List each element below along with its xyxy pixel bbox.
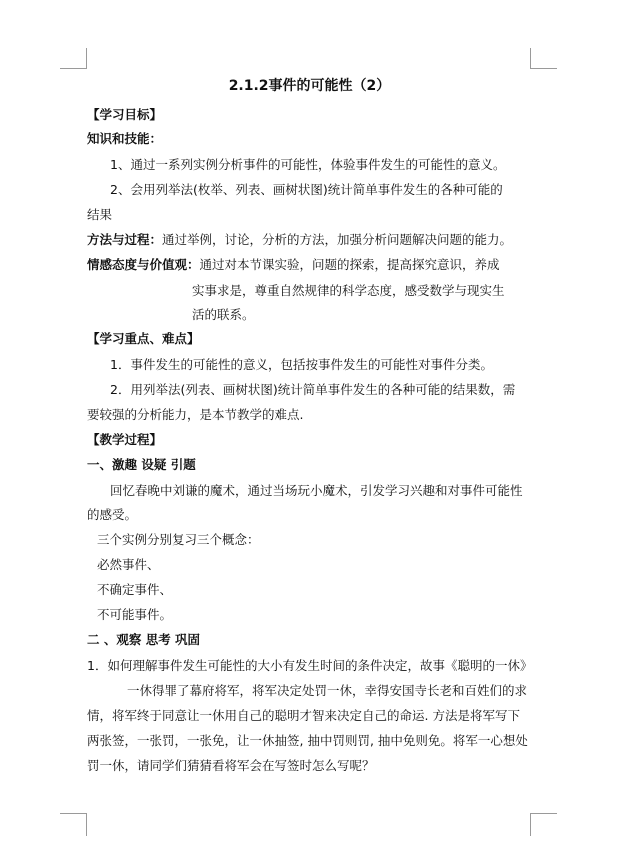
attitude-text-3: 活的联系。 bbox=[192, 307, 255, 322]
crop-mark-bottom-right bbox=[530, 813, 557, 836]
key-item-1: 1．事件发生的可能性的意义，包括按事件发生的可能性对事件分类。 bbox=[110, 357, 493, 372]
crop-mark-top-left bbox=[60, 48, 87, 69]
key-item-2-cont: 要较强的分析能力，是本节教学的难点. bbox=[87, 407, 304, 422]
key-header: 【学习重点、难点】 bbox=[87, 331, 200, 346]
attitude-line bbox=[87, 257, 532, 273]
question-1-line-3: 情，将军终于同意让一休用自己的聪明才智来决定自己的命运. 方法是将军写下 bbox=[87, 708, 520, 723]
knowledge-item-2-cont: 结果 bbox=[87, 207, 113, 222]
goals-header: 【学习目标】 bbox=[87, 107, 163, 122]
method-text: 通过举例，讨论，分析的方法，加强分析问题解决问题的能力。 bbox=[162, 232, 513, 247]
part1-paragraph-cont: 的感受。 bbox=[87, 507, 138, 522]
concept-uncertain: 不确定事件、 bbox=[97, 582, 173, 597]
question-1-line-5: 罚一休，请同学们猜猜看将军会在写签时怎么写呢？ bbox=[87, 758, 375, 773]
part1-header: 一、激趣 设疑 引题 bbox=[87, 457, 196, 472]
attitude-text-1: 通过对本节课实验，问题的探索，提高探究意识，养成 bbox=[199, 257, 500, 272]
part2-header: 二 、观察 思考 巩固 bbox=[87, 632, 201, 647]
key-item-2: 2．用列举法(列表、画树状图)统计简单事件发生的各种可能的结果数，需 bbox=[110, 382, 516, 397]
concept-certain: 必然事件、 bbox=[97, 557, 160, 572]
attitude-label: 情感态度与价值观： bbox=[87, 257, 200, 272]
knowledge-item-2: 2、会用列举法(枚举、列表、画树状图)统计简单事件发生的各种可能的 bbox=[110, 182, 503, 197]
question-1-line-1: 1．如何理解事件发生可能性的大小有发生时间的条件决定，故事《聪明的一休》 bbox=[87, 658, 533, 673]
question-1-line-2: 一休得罪了幕府将军，将军决定处罚一休，幸得安国寺长老和百姓们的求 bbox=[127, 683, 528, 698]
page-title: 2.1.2事件的可能性（2） bbox=[228, 78, 391, 94]
knowledge-label: 知识和技能： bbox=[87, 131, 163, 146]
concepts-intro: 三个实例分别复习三个概念： bbox=[97, 532, 260, 547]
knowledge-item-1: 1、通过一系列实例分析事件的可能性，体验事件发生的可能性的意义。 bbox=[110, 157, 506, 172]
method-line bbox=[87, 232, 532, 248]
crop-mark-bottom-left bbox=[60, 813, 87, 836]
method-label: 方法与过程： bbox=[87, 232, 163, 247]
crop-mark-top-right bbox=[530, 48, 557, 69]
concept-impossible: 不可能事件。 bbox=[97, 607, 173, 622]
part1-paragraph: 回忆春晚中刘谦的魔术，通过当场玩小魔术，引发学习兴趣和对事件可能性 bbox=[110, 483, 523, 498]
question-1-line-4: 两张签，一张罚，一张免，让一休抽签, 抽中罚则罚, 抽中免则免。将军一心想处 bbox=[87, 733, 528, 748]
attitude-text-2: 实事求是，尊重自然规律的科学态度，感受数学与现实生 bbox=[192, 283, 505, 298]
process-header: 【教学过程】 bbox=[87, 432, 163, 447]
